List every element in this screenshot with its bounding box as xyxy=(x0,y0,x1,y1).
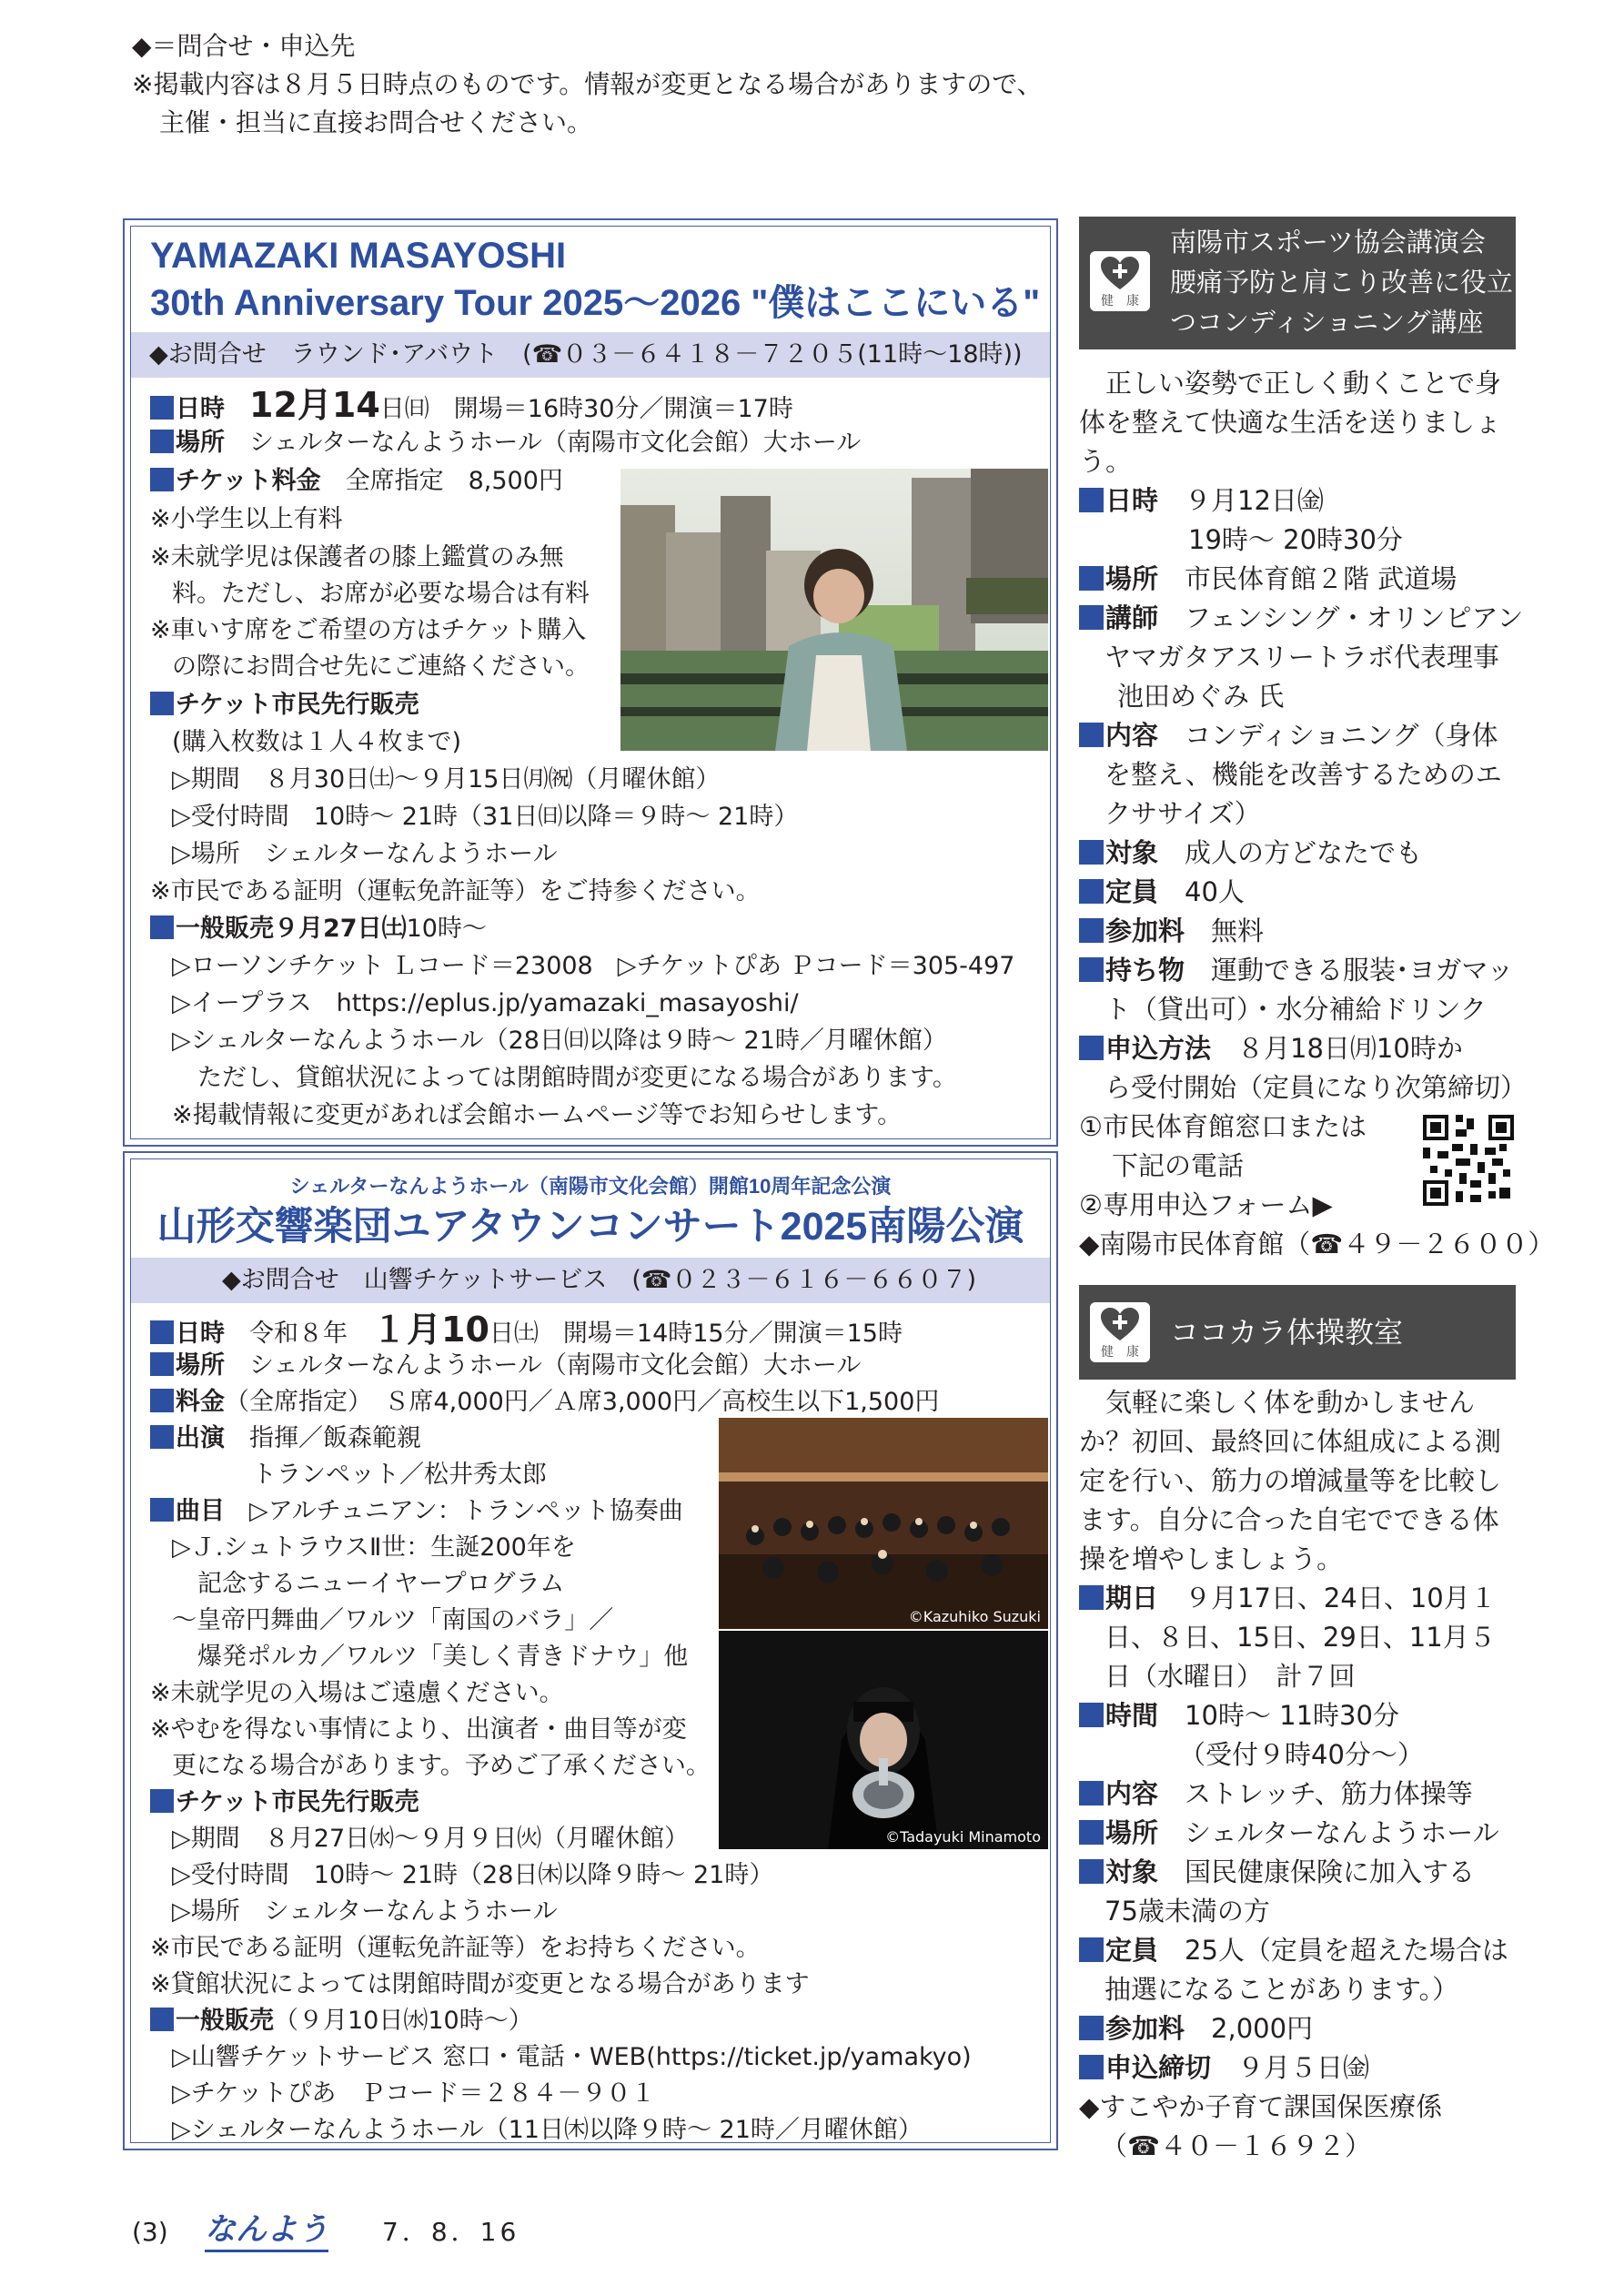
legend: ◆＝問合せ・申込先 xyxy=(132,31,356,61)
sports-lecture-header xyxy=(1079,217,1516,349)
event1-title-line-2: 30th Anniversary Tour 2025～2026 "僕はここにいる" xyxy=(150,283,1041,323)
sports-lecture-title-3: つコンディショニング講座 xyxy=(1170,307,1484,338)
health-icon: 健 康 xyxy=(1090,1302,1150,1362)
event2-program-3: 記念するニューイヤープログラム xyxy=(197,1570,565,1598)
event2-place: 場所 シェルターなんようホール（南陽市文化会館）大ホール xyxy=(150,1348,861,1384)
event1-presale-id-note: ※市民である証明（運転免許証等）をご持参ください。 xyxy=(150,877,761,905)
event2-general-hall: ▷シェルターなんようホール（11日㈭以降９時～ 21時／月曜休館） xyxy=(172,2116,923,2144)
event2-subtitle: シェルターなんようホール（南陽市文化会館）開館10周年記念公演 xyxy=(289,1175,892,1198)
event1-date: 日時 12月14日㈰ 開場＝16時30分／開演＝17時 xyxy=(150,387,793,428)
sports-lecture-title-1: 南陽市スポーツ協会講演会 xyxy=(1170,227,1486,258)
cococara-intro-2: か？初回、最終回に体組成による測 xyxy=(1079,1426,1502,1457)
event1-contact: ◆お問合せ ラウンド･アバウト (☎０３－６４１８－７２０５(11時～18時)) xyxy=(131,332,1050,378)
event2-presale-heading: チケット市民先行販売 xyxy=(150,1785,419,1821)
event2-presale-hall-note: ※貸館状況によっては閉館時間が変更となる場合があります xyxy=(150,1970,810,1998)
sports-lecture-title-2: 腰痛予防と肩こり改善に役立 xyxy=(1170,267,1514,298)
event2-program-4: ～皇帝円舞曲／ワルツ「南国のバラ」／ xyxy=(172,1606,614,1634)
trumpeter-photo-credit: ©Tadayuki Minamoto xyxy=(885,1828,1041,1846)
sports-apply: 申込方法 ８月18日㈪10時か xyxy=(1079,1029,1463,1068)
event2-general-sale: 一般販売（９月10日㈬10時～） xyxy=(150,2003,533,2039)
event1-presale-hours: ▷受付時間 10時～ 21時（31日㈰以降＝９時～ 21時） xyxy=(172,803,799,831)
cococara-intro-5: 操を増やしましょう。 xyxy=(1079,1543,1344,1574)
event2-presale-hours: ▷受付時間 10時～ 21時（28日㈭以降９時～ 21時） xyxy=(172,1861,774,1889)
event1-note-3b: の際にお問合せ先にご連絡ください。 xyxy=(172,652,590,681)
sports-content-2: を整え、機能を改善するためのエ xyxy=(1105,759,1502,790)
sports-target: 対象 成人の方どなたでも xyxy=(1079,834,1422,873)
notice-line-1: ※掲載内容は８月５日時点のものです。情報が変更となる場合がありますので、 xyxy=(132,69,1043,99)
sports-contact: ◆南陽市民体育館（☎４９－２６００） xyxy=(1079,1229,1555,1259)
sports-time: 19時～ 20時30分 xyxy=(1188,524,1403,555)
orchestra-photo xyxy=(719,1418,1048,1629)
sports-capacity: 定員 40人 xyxy=(1079,873,1245,912)
event2-date: 日時 令和８年 １月10日㈯ 開場＝14時15分／開演＝15時 xyxy=(150,1311,903,1352)
sports-intro-3: う。 xyxy=(1079,446,1133,477)
cococara-contact-phone: （☎４０－１６９２） xyxy=(1101,2130,1372,2161)
cococara-capacity-2: 抽選になることがあります。） xyxy=(1105,1974,1459,2005)
trumpeter-photo xyxy=(719,1631,1048,1849)
sports-lecturer: 講師 フェンシング・オリンピアン xyxy=(1079,599,1523,638)
sports-place: 場所 市民体育館２階 武道場 xyxy=(1079,560,1457,599)
sports-items-2: ト（貸出可）・水分補給ドリンク xyxy=(1105,994,1487,1025)
event1-presale-heading: チケット市民先行販売 xyxy=(150,687,419,723)
cococara-contact: ◆すこやか子育て課国保医療係 xyxy=(1079,2091,1443,2122)
cococara-title: ココカラ体操教室 xyxy=(1170,1315,1404,1350)
sports-lecturer-name: 池田めぐみ 氏 xyxy=(1117,681,1285,712)
cococara-target: 対象 国民健康保険に加入する xyxy=(1079,1853,1475,1892)
event2-general-pia: ▷チケットぴあ Ｐコード＝２８４－９０１ xyxy=(172,2079,656,2108)
orchestra-photo-credit: ©Kazuhiko Suzuki xyxy=(908,1608,1041,1625)
cococara-content: 内容 ストレッチ、筋力体操等 xyxy=(1079,1775,1473,1814)
event1-general-eplus: ▷イープラス https://eplus.jp/yamazaki_masayoshi/ xyxy=(172,989,799,1017)
cococara-dates: 期日 ９月17日、24日、10月１ xyxy=(1079,1579,1497,1618)
sports-content-3: クササイズ） xyxy=(1105,798,1261,829)
sports-content: 内容 コンディショニング（身体 xyxy=(1079,716,1498,755)
sports-intro-2: 体を整えて快適な生活を送りましょ xyxy=(1079,407,1502,438)
event1-presale-period: ▷期間 ８月30日㈯～９月15日㈪㈷（月曜休館） xyxy=(172,765,721,794)
event1-general-hall-note: ただし、貸館状況によっては閉館時間が変更になる場合があります。 xyxy=(197,1064,957,1092)
cococara-header xyxy=(1079,1285,1516,1380)
event2-note-2: ※やむを得ない事情により、出演者・曲目等が変 xyxy=(150,1715,687,1744)
event2-general-yamakyo: ▷山響チケットサービス 窓口・電話・WEB(https://ticket.jp/yamakyo) xyxy=(172,2043,972,2071)
event1-presale-limit: (購入枚数は１人４枚まで) xyxy=(172,728,462,756)
event1-place: 場所 シェルターなんようホール（南陽市文化会館）大ホール xyxy=(150,425,861,461)
cococara-time: 時間 10時～ 11時30分 xyxy=(1079,1696,1399,1735)
event2-contact: ◆お問合せ 山響チケットサービス (☎０２３－６１６－６６０７) xyxy=(131,1258,1050,1303)
sports-date: 日時 ９月12日㈮ xyxy=(1079,481,1324,521)
event2-program: 曲目 ▷アルチュニアン：トランペット協奏曲 xyxy=(150,1493,683,1530)
sports-apply-2: ら受付開始（定員になり次第締切） xyxy=(1105,1072,1528,1103)
event1-general-lawson-pia: ▷ローソンチケット Ｌコード＝23008 ▷チケットぴあ Ｐコード＝305-497 xyxy=(172,952,1015,980)
event2-title: 山形交響楽団ユアタウンコンサート2025南陽公演 xyxy=(156,1205,1024,1249)
cococara-intro-3: 定を行い、筋力の増減量等を比較し xyxy=(1079,1465,1502,1496)
event1-note-2: ※未就学児は保護者の膝上鑑賞のみ無 xyxy=(150,543,564,571)
event2-performers: 出演 指揮／飯森範親 xyxy=(150,1421,421,1457)
notice-line-2: 主催・担当に直接お問合せください。 xyxy=(159,107,593,137)
event2-fee: 料金（全席指定） Ｓ席4,000円／Ａ席3,000円／高校生以下1,500円 xyxy=(150,1384,939,1421)
event2-program-2: ▷Ｊ.シュトラウスⅡ世：生誕200年を xyxy=(172,1533,576,1562)
page-number: (3) xyxy=(132,2217,168,2247)
event1-general-hall: ▷シェルターなんようホール（28日㈰以降は９時～ 21時／月曜休館） xyxy=(172,1027,947,1055)
event1-note-2b: 料。ただし、お席が必要な場合は有料 xyxy=(172,580,590,608)
event2-presale-period: ▷期間 ８月27日㈬～９月９日㈫（月曜休館） xyxy=(172,1825,690,1853)
event1-title-line-1: YAMAZAKI MASAYOSHI xyxy=(150,236,567,276)
cococara-time-2: （受付９時40分～） xyxy=(1179,1739,1424,1770)
event1-note-3: ※車いす席をご希望の方はチケット購入 xyxy=(150,616,587,644)
event1-general-change-note: ※掲載情報に変更があれば会館ホームページ等でお知らせします。 xyxy=(172,1101,903,1129)
health-icon: 健 康 xyxy=(1090,251,1150,311)
event2-presale-id-note: ※市民である証明（運転免許証等）をお持ちください。 xyxy=(150,1934,761,1962)
event2-performer-trumpet: トランペット／松井秀太郎 xyxy=(252,1461,547,1489)
event-yamakyo-box xyxy=(123,1151,1058,2150)
event1-note-1: ※小学生以上有料 xyxy=(150,505,343,533)
cococara-capacity: 定員 25人（定員を超えた場合は xyxy=(1079,1931,1508,1970)
event1-general-sale: 一般販売９月27日㈯10時～ xyxy=(150,911,487,947)
sports-fee: 参加料 無料 xyxy=(1079,912,1264,951)
event2-note-1: ※未就学児の入場はご遠慮ください。 xyxy=(150,1679,564,1707)
sports-apply-form-link[interactable]: ②専用申込フォーム▶ xyxy=(1079,1189,1333,1220)
event-yamazaki-box xyxy=(123,218,1058,1147)
sports-items: 持ち物 運動できる服装･ヨガマッ xyxy=(1079,951,1513,990)
event2-program-5: 爆発ポルカ／ワルツ「美しく青きドナウ」他 xyxy=(197,1643,689,1671)
sports-lecturer-2: ヤマガタアスリートラボ代表理事 xyxy=(1105,642,1499,673)
singer-photo xyxy=(620,469,1048,751)
nanyo-logo: なんよう xyxy=(205,2210,328,2252)
cococara-intro-4: ます。自分に合った自宅でできる体 xyxy=(1079,1504,1499,1535)
issue-date: 7．8．16 xyxy=(382,2217,520,2247)
cococara-intro-1: 気軽に楽しく体を動かしません xyxy=(1079,1387,1476,1418)
cococara-fee: 参加料 2,000円 xyxy=(1079,2009,1313,2048)
cococara-target-2: 75歳未満の方 xyxy=(1105,1896,1270,1927)
sports-intro-1: 正しい姿勢で正しく動くことで身 xyxy=(1079,368,1502,399)
event2-presale-place: ▷場所 シェルターなんようホール xyxy=(172,1897,558,1926)
cococara-deadline: 申込締切 ９月５日㈮ xyxy=(1079,2048,1369,2088)
cococara-dates-3: 日（水曜日） 計７回 xyxy=(1105,1661,1356,1692)
event1-fee: チケット料金 全席指定 8,500円 xyxy=(150,463,563,500)
sports-apply-4: 下記の電話 xyxy=(1112,1150,1245,1181)
cococara-dates-2: 日、８日、15日、29日、11月５ xyxy=(1105,1622,1496,1653)
event1-presale-place: ▷場所 シェルターなんようホール xyxy=(172,840,558,868)
qr-code-icon[interactable] xyxy=(1423,1115,1514,1206)
event2-note-2b: 更になる場合があります。予めご了承ください。 xyxy=(172,1752,711,1780)
cococara-place: 場所 シェルターなんようホール xyxy=(1079,1814,1499,1853)
sports-apply-3: ①市民体育館窓口または xyxy=(1079,1111,1367,1142)
